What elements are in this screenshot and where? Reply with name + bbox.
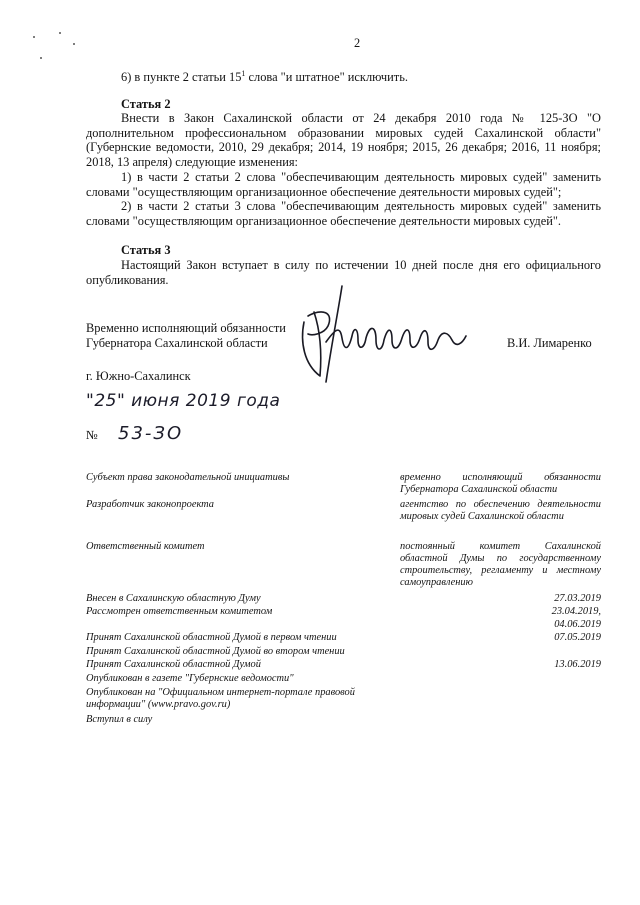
- published-gazette-label: Опубликован в газете "Губернские ведомости": [86, 673, 294, 684]
- signatory-title-line1: Временно исполняющий обязанности: [86, 321, 286, 335]
- subject-value: временно исполняющий обязанности Губернатора Сахалинской области: [400, 472, 601, 495]
- signature-image: [292, 282, 472, 392]
- scan-speck: [40, 57, 42, 59]
- subject-label: Субъект права законодательной инициативы: [86, 472, 290, 483]
- law-number: 53-ЗО: [118, 423, 184, 444]
- article2-heading: Статья 2: [121, 97, 171, 111]
- second-reading-row: [86, 646, 601, 658]
- scan-speck: [73, 43, 75, 45]
- reviewed-label: Рассмотрен ответственным комитетом: [86, 606, 273, 617]
- introduced-date: 27.03.2019: [554, 593, 601, 604]
- signatory-name: В.И. Лимаренко: [507, 336, 592, 350]
- page-number: 2: [354, 36, 361, 50]
- article3-text: Настоящий Закон вступает в силу по истечении 10 дней после дня его официального опубликования.: [86, 258, 601, 287]
- published-gazette-row: [86, 673, 601, 685]
- first-reading-row: [86, 632, 601, 644]
- reviewed-row: [86, 606, 601, 618]
- adopted-row: [86, 659, 601, 671]
- scan-speck: [33, 36, 35, 38]
- scan-speck: [59, 32, 61, 34]
- signing-date: "25" июня 2019 года: [86, 391, 281, 411]
- reviewed-date-2: 04.06.2019: [554, 619, 601, 630]
- adopted-date: 13.06.2019: [554, 659, 601, 670]
- developer-label: Разработчик законопроекта: [86, 499, 214, 510]
- item6-text-pre: 6) в пункте 2 статьи 15: [121, 70, 242, 85]
- city: г. Южно-Сахалинск: [86, 369, 191, 383]
- signatory-title-line2: Губернатора Сахалинской области: [86, 336, 268, 350]
- item6-superscript: 1: [241, 69, 246, 78]
- introduced-label: Внесен в Сахалинскую областную Думу: [86, 593, 261, 604]
- published-portal-label: Опубликован на "Официальном интернет-портале правовой информации" (www.pravo.gov.ru): [86, 687, 355, 710]
- number-label: №: [86, 428, 98, 442]
- adopted-label: Принят Сахалинской областной Думой: [86, 659, 261, 670]
- introduced-row: [86, 593, 601, 605]
- effective-row: [86, 714, 601, 726]
- article2-intro: Внести в Закон Сахалинской области от 24 декабря 2010 года № 125-ЗО "О дополнительном профессиональном образовании мировых судей Сахалинской области" (Губернские ведомости, 2010, 29 декабря; 2014, 19 ноября; 2015, 26 декабря; 2016, 11 ноября; 2018, 13 апреля) следующие изменения:: [86, 111, 601, 169]
- article3-heading: Статья 3: [121, 243, 171, 257]
- first-reading-label: Принят Сахалинской областной Думой в первом чтении: [86, 632, 337, 643]
- committee-value: постоянный комитет Сахалинской областной Думы по государственному строительству, регламенту и местному самоуправлению: [400, 541, 601, 588]
- second-reading-label: Принят Сахалинской областной Думой во втором чтении: [86, 646, 345, 657]
- item6-text-post: слова "и штатное" исключить.: [245, 70, 408, 85]
- article2-item2: 2) в части 2 статьи 3 слова "обеспечивающим деятельность мировых судей" заменить словами "осуществляющим организационное обеспечение деятельности мировых судей".: [86, 199, 601, 228]
- reviewed-date-1: 23.04.2019,: [551, 606, 601, 617]
- first-reading-date: 07.05.2019: [554, 632, 601, 643]
- item6-line: [121, 67, 408, 85]
- effective-label: Вступил в силу: [86, 714, 153, 725]
- committee-label: Ответственный комитет: [86, 541, 205, 552]
- developer-value: агентство по обеспечению деятельности мировых судей Сахалинской области: [400, 499, 601, 522]
- article2-item1: 1) в части 2 статьи 2 слова "обеспечивающим деятельность мировых судей" заменить словами "осуществляющим организационное обеспечение деятельности мировых судей";: [86, 170, 601, 199]
